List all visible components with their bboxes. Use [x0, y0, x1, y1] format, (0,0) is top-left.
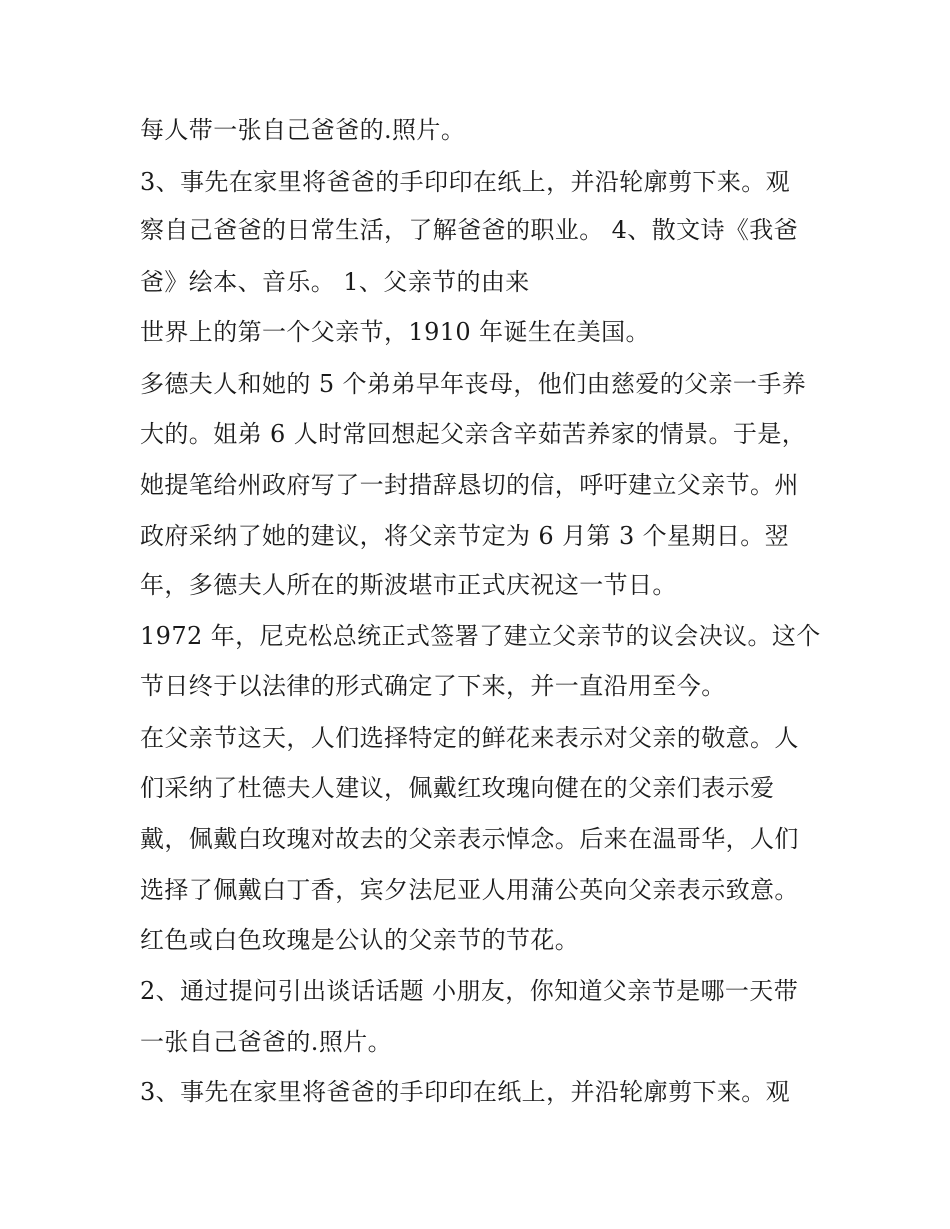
text-line: 红色或白色玫瑰是公认的父亲节的节花。 [140, 926, 580, 954]
text-line: 察自己爸爸的日常生活，了解爸爸的职业。 4、散文诗《我爸 [140, 216, 799, 244]
text-line: 政府采纳了她的建议，将父亲节定为 6 月第 3 个星期日。翌 [140, 522, 790, 550]
text-line: 2、通过提问引出谈话话题 小朋友，你知道父亲节是哪一天带 [140, 977, 799, 1005]
text-line: 大的。姐弟 6 人时常回想起父亲含辛茹苦养家的情景。于是， [140, 420, 807, 448]
text-line: 每人带一张自己爸爸的.照片。 [140, 116, 466, 144]
text-line: 戴，佩戴白玫瑰对故去的父亲表示悼念。后来在温哥华，人们 [140, 825, 799, 853]
text-line: 一张自己爸爸的.照片。 [140, 1028, 393, 1056]
text-line: 多德夫人和她的 5 个弟弟早年丧母，他们由慈爱的父亲一手养 [140, 370, 807, 398]
text-line: 在父亲节这天，人们选择特定的鲜花来表示对父亲的敬意。人 [140, 724, 799, 752]
text-line: 1972 年，尼克松总统正式签署了建立父亲节的议会决议。这个 [140, 622, 821, 650]
text-line: 世界上的第一个父亲节，1910 年诞生在美国。 [140, 318, 650, 346]
text-line: 3、事先在家里将爸爸的手印印在纸上，并沿轮廓剪下来。观 [140, 1078, 791, 1106]
text-line: 节日终于以法律的形式确定了下来，并一直沿用至今。 [140, 672, 726, 700]
text-line: 她提笔给州政府写了一封措辞恳切的信，呼吁建立父亲节。州 [140, 471, 799, 499]
text-line: 们采纳了杜德夫人建议，佩戴红玫瑰向健在的父亲们表示爱 [140, 774, 775, 802]
text-line: 3、事先在家里将爸爸的手印印在纸上，并沿轮廓剪下来。观 [140, 168, 791, 196]
text-line: 年，多德夫人所在的斯波堪市正式庆祝这一节日。 [140, 571, 677, 599]
text-line: 选择了佩戴白丁香，宾夕法尼亚人用蒲公英向父亲表示致意。 [140, 876, 799, 904]
text-line: 爸》绘本、音乐。 1、父亲节的由来 [140, 268, 530, 296]
